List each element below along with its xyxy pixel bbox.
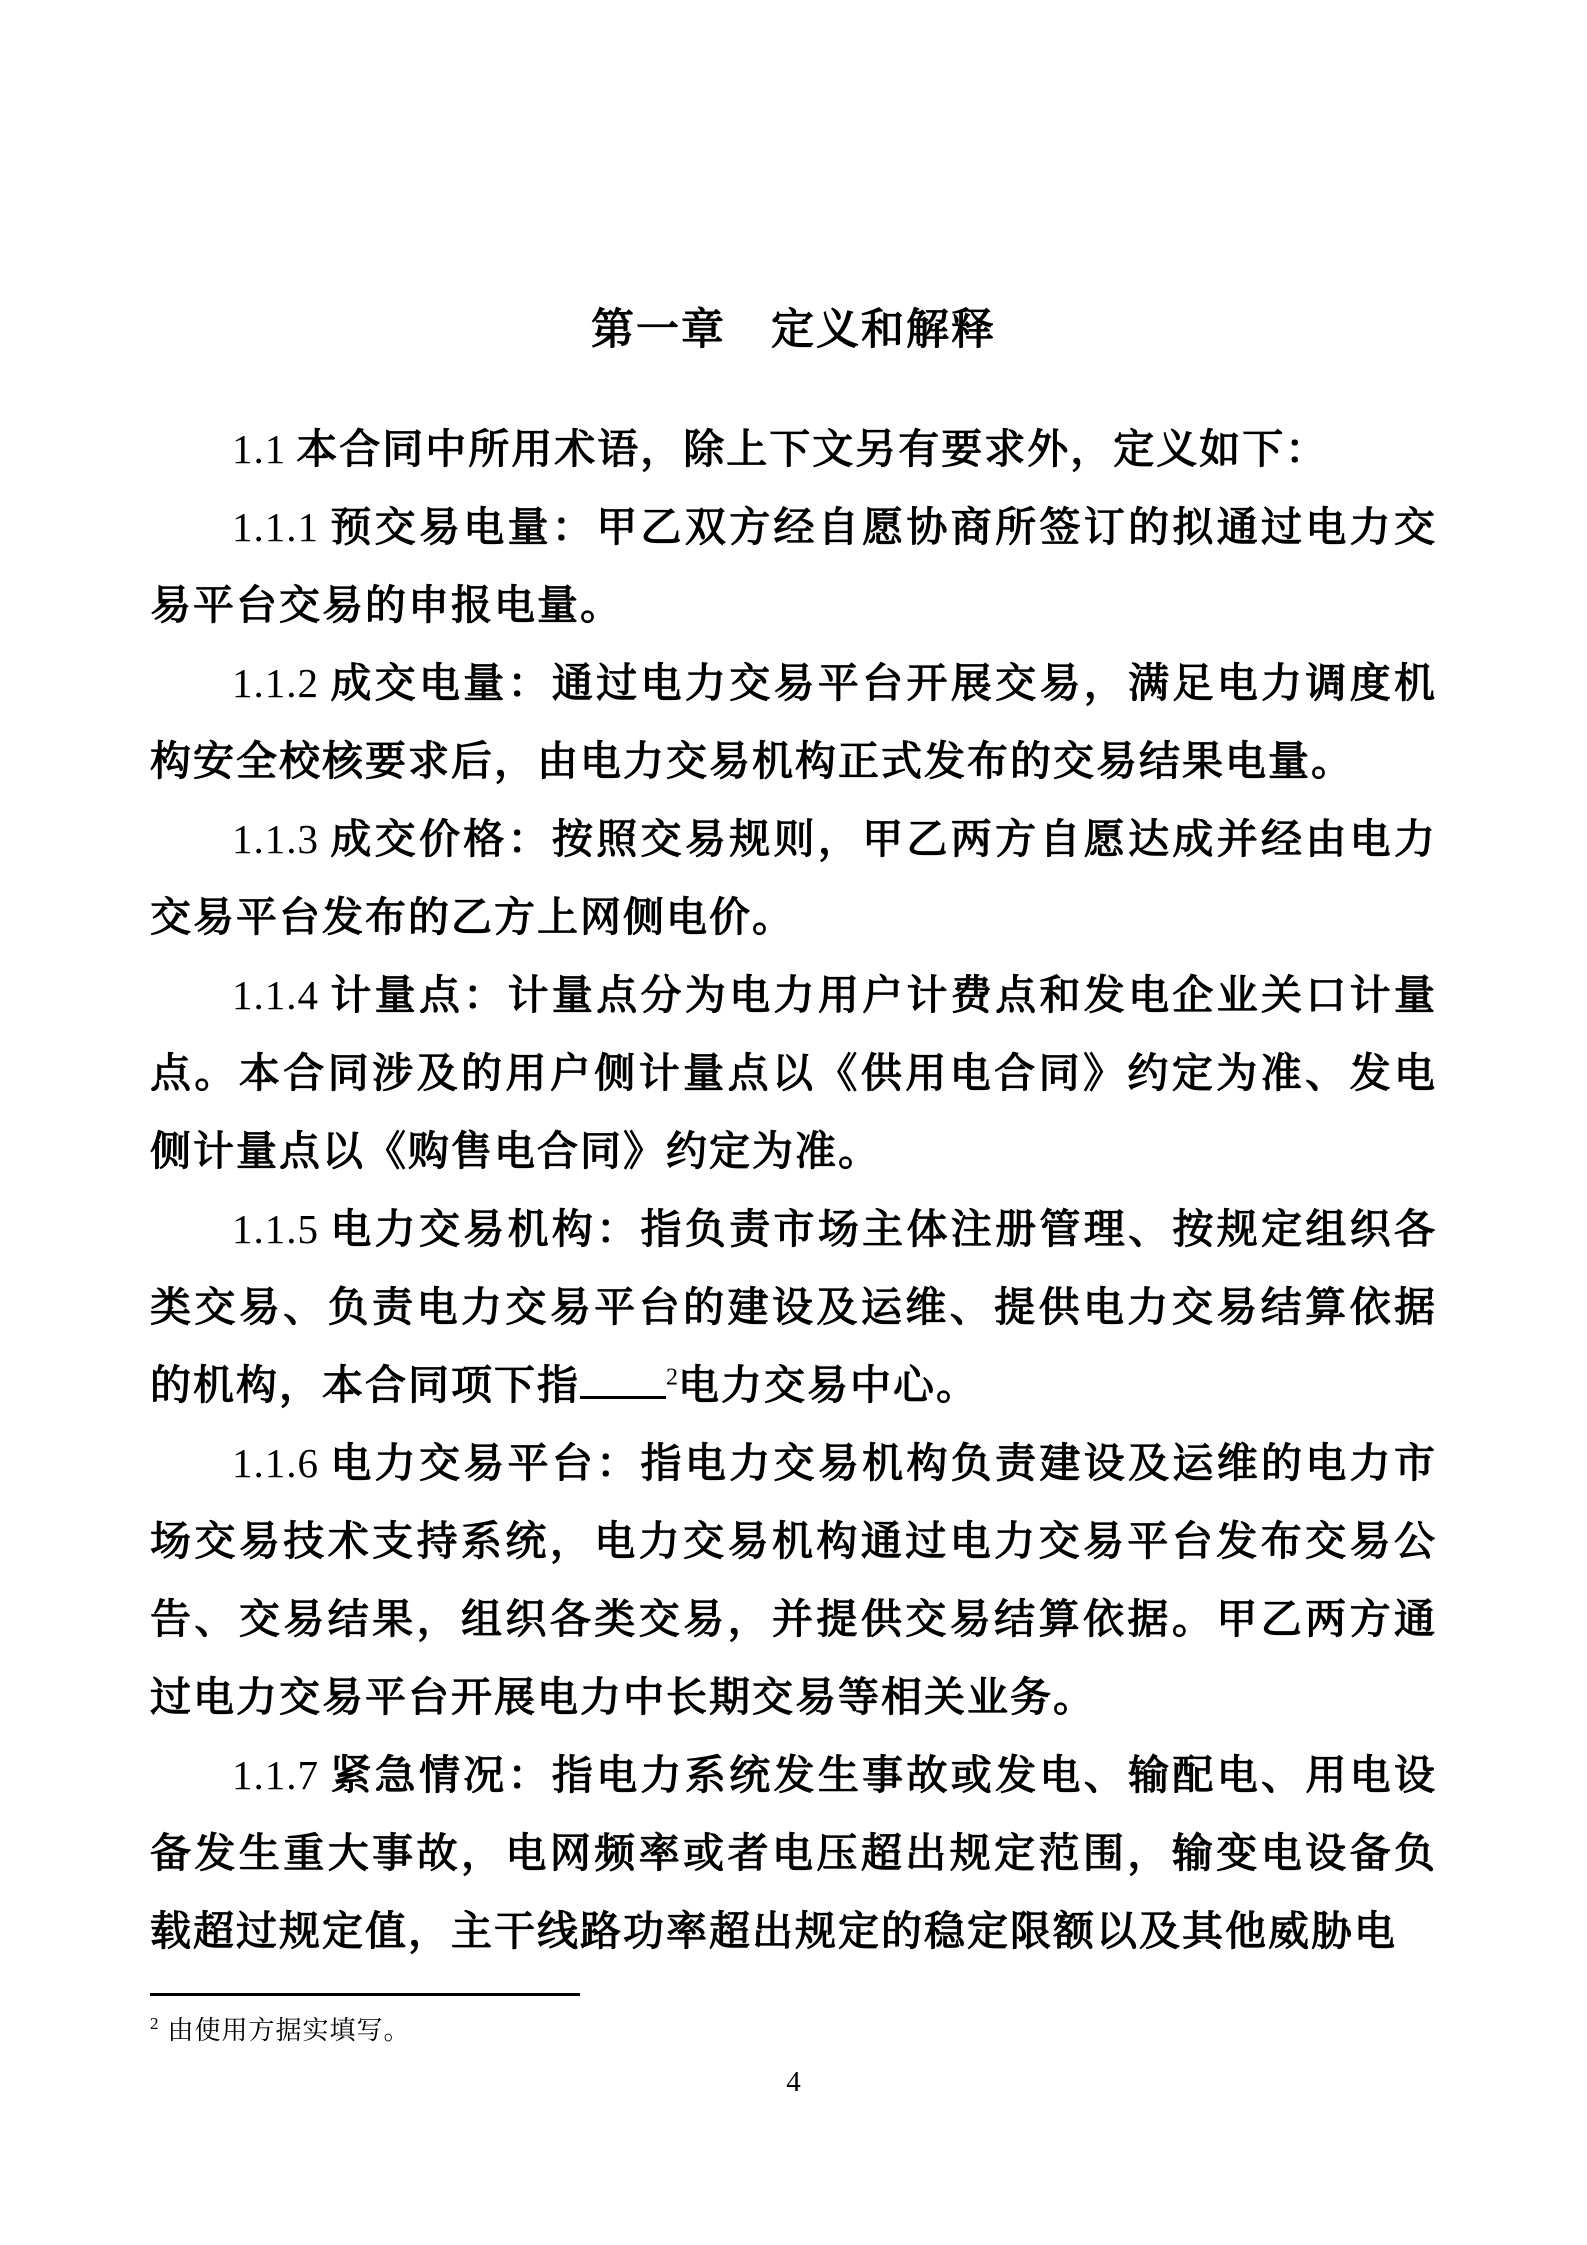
paragraph-1-1-7 — [150, 1736, 1437, 1970]
clause-number: 1.1.7 — [232, 1752, 319, 1798]
paragraph-1-1-2 — [150, 644, 1437, 800]
clause-text: 本合同中所用术语，除上下文另有要求外，定义如下： — [296, 426, 1329, 472]
footnote-divider — [150, 1993, 580, 1996]
clause-text: 电力交易平台：指电力交易机构负责建设及运维的电力市场交易技术支持系统，电力交易机构通过电力交易平台发布交易公告、交易结果，组织各类交易，并提供交易结算依据。甲乙两方通过电力交易平台开展电力中长期交易等相关业务。 — [150, 1440, 1437, 1720]
clause-number: 1.1.4 — [232, 972, 319, 1018]
paragraph-1-1 — [150, 410, 1437, 488]
clause-number: 1.1.1 — [232, 504, 319, 550]
clause-text: 成交电量：通过电力交易平台开展交易，满足电力调度机构安全校核要求后，由电力交易机构正式发布的交易结果电量。 — [150, 660, 1437, 784]
paragraph-1-1-3 — [150, 800, 1437, 956]
footnote-ref: 2 — [666, 1364, 678, 1391]
clause-text: 成交价格：按照交易规则，甲乙两方自愿达成并经由电力交易平台发布的乙方上网侧电价。 — [150, 816, 1437, 940]
clause-number: 1.1.5 — [232, 1206, 319, 1252]
footnote-marker: 2 — [150, 2014, 160, 2034]
page-number: 4 — [786, 2066, 801, 2098]
clause-text: 紧急情况：指电力系统发生事故或发电、输配电、用电设备发生重大事故，电网频率或者电压超出规定范围，输变电设备负载超过规定值，主干线路功率超出规定的稳定限额以及其他威胁电 — [150, 1752, 1437, 1954]
clause-text: 计量点：计量点分为电力用户计费点和发电企业关口计量点。本合同涉及的用户侧计量点以《供用电合同》约定为准、发电侧计量点以《购售电合同》约定为准。 — [150, 972, 1437, 1174]
paragraph-1-1-5 — [150, 1190, 1437, 1424]
clause-number: 1.1 — [232, 426, 287, 472]
footnote-text — [150, 2012, 1437, 2048]
clause-text: 电力交易中心。 — [678, 1362, 979, 1408]
clause-text: 电力交易机构：指负责市场主体注册管理、按规定组织各类交易、负责电力交易平台的建设及运维、提供电力交易结算依据的机构，本合同项下指 — [150, 1206, 1437, 1408]
paragraph-1-1-4 — [150, 956, 1437, 1190]
paragraph-1-1-1 — [150, 488, 1437, 644]
paragraph-1-1-6 — [150, 1424, 1437, 1736]
clause-number: 1.1.6 — [232, 1440, 319, 1486]
clause-number: 1.1.2 — [232, 660, 319, 706]
clause-number: 1.1.3 — [232, 816, 319, 862]
clauses — [150, 410, 1437, 1970]
footnote — [150, 1993, 1437, 2048]
fill-in-blank — [580, 1355, 666, 1399]
footnote-content: 由使用方据实填写。 — [167, 2015, 411, 2045]
page-content — [150, 0, 1437, 1970]
clause-text: 预交易电量：甲乙双方经自愿协商所签订的拟通过电力交易平台交易的申报电量。 — [150, 504, 1437, 628]
chapter-title: 第一章 定义和解释 — [591, 306, 996, 354]
